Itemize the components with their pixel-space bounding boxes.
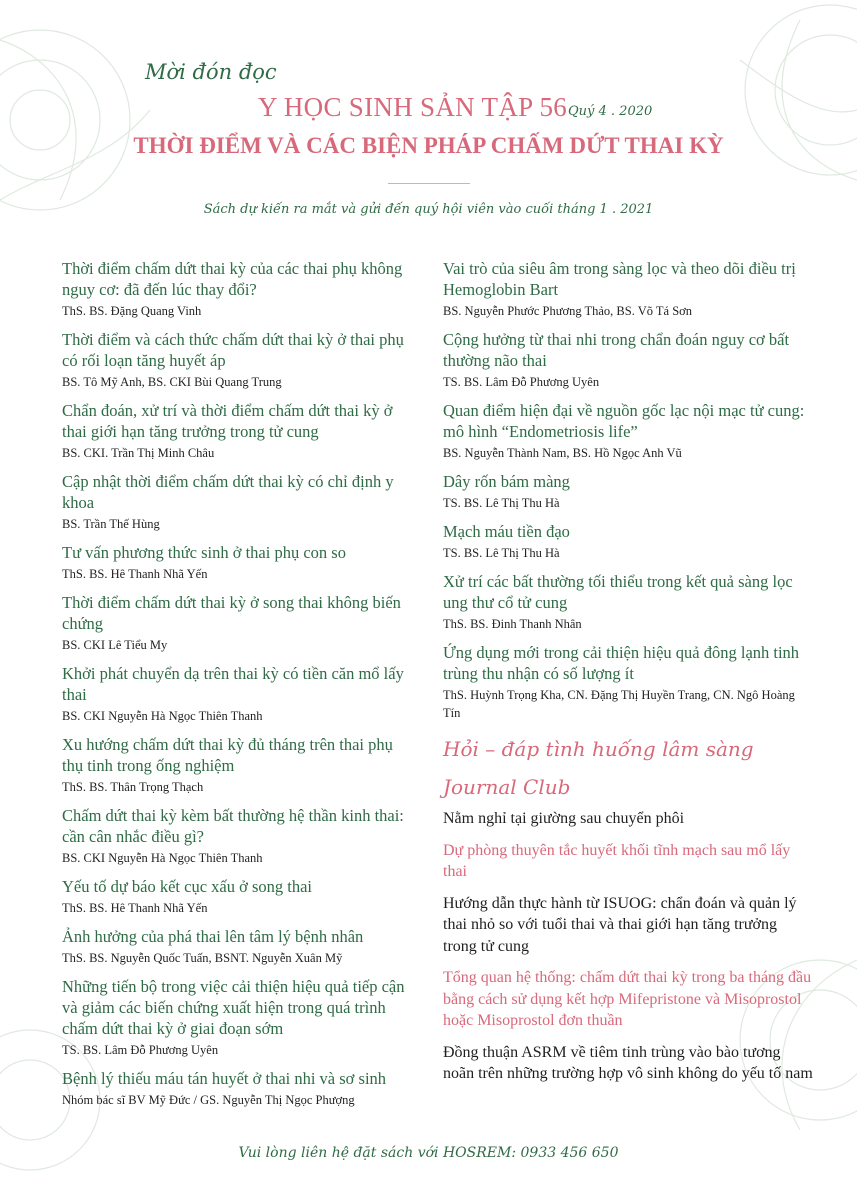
article-authors: BS. Nguyễn Thành Nam, BS. Hồ Ngọc Anh Vũ [443, 446, 682, 460]
article-authors: TS. BS. Lâm Đỗ Phương Uyên [443, 375, 600, 389]
article-authors: BS. CKI Nguyễn Hà Ngọc Thiên Thanh [62, 851, 263, 865]
article-item [62, 400, 412, 462]
article-title: Cập nhật thời điểm chấm dứt thai kỳ có chỉ định y khoa [62, 472, 394, 512]
article-title: Những tiến bộ trong việc cải thiện hiệu quả tiếp cận và giảm các biến chứng xuất hiện trong quá trình chấm dứt thai kỳ ở giai đoạn sớm [62, 977, 405, 1038]
article-item [443, 400, 813, 462]
book-title: Y HỌC SINH SẢN TẬP 56 [258, 92, 568, 122]
article-authors: TS. BS. Lê Thị Thu Hà [443, 546, 560, 560]
article-item [443, 471, 813, 512]
article-title: Thời điểm chấm dứt thai kỳ của các thai phụ không nguy cơ: đã đến lúc thay đổi? [62, 259, 403, 299]
article-item [62, 734, 412, 796]
article-item [62, 258, 412, 320]
article-title: Yếu tố dự báo kết cục xấu ở song thai [62, 877, 312, 896]
article-item [443, 642, 813, 722]
article-title: Ảnh hưởng của phá thai lên tâm lý bệnh nhân [62, 927, 364, 946]
article-item [62, 663, 412, 725]
divider [388, 183, 470, 184]
article-authors: BS. CKI Lê Tiểu My [62, 638, 168, 652]
journal-topic: Hướng dẫn thực hành từ ISUOG: chẩn đoán và quản lý thai nhỏ so với tuổi thai và thai giới hạn tăng trưởng trong tử cung [443, 894, 797, 955]
article-item [443, 571, 813, 633]
article-title: Tư vấn phương thức sinh ở thai phụ con so [62, 543, 346, 562]
article-title: Khởi phát chuyển dạ trên thai kỳ có tiền căn mổ lấy thai [62, 664, 404, 704]
journal-topic: Dự phòng thuyên tắc huyết khối tĩnh mạch sau mổ lấy thai [443, 841, 791, 880]
article-authors: ThS. BS. Đinh Thanh Nhân [443, 617, 582, 631]
right-article-column [443, 258, 813, 1095]
article-authors: BS. CKI. Trần Thị Minh Châu [62, 446, 215, 460]
article-authors: Nhóm bác sĩ BV Mỹ Đức / GS. Nguyễn Thị Ngọc Phượng [62, 1093, 355, 1107]
article-item [62, 976, 412, 1059]
article-title: Chấm dứt thai kỳ kèm bất thường hệ thần kinh thai: cần cân nhắc điều gì? [62, 806, 404, 846]
article-title: Quan điểm hiện đại về nguồn gốc lạc nội mạc tử cung: mô hình “Endometriosis life” [443, 401, 805, 441]
qa-section-heading: Hỏi – đáp tình huống lâm sàng [443, 737, 754, 761]
article-title: Mạch máu tiền đạo [443, 522, 570, 541]
article-item [443, 258, 813, 320]
article-item [62, 805, 412, 867]
article-authors: ThS. BS. Hê Thanh Nhã Yến [62, 567, 208, 581]
journal-topic: Đồng thuận ASRM về tiêm tinh trùng vào bào tương noãn trên những trường hợp vô sinh không do yếu tố nam [443, 1043, 813, 1082]
article-item [62, 926, 412, 967]
quarter-label: Quý 4 . 2020 [568, 104, 653, 119]
journal-club-heading: Journal Club [443, 775, 571, 799]
article-authors: ThS. BS. Đặng Quang Vinh [62, 304, 202, 318]
article-item [62, 471, 412, 533]
article-authors: BS. CKI Nguyễn Hà Ngọc Thiên Thanh [62, 709, 263, 723]
article-authors: BS. Trần Thế Hùng [62, 517, 160, 531]
journal-topic: Tổng quan hệ thống: chấm dứt thai kỳ trong ba tháng đầu bằng cách sử dụng kết hợp Mifepristone và Misoprostol hoặc Misoprostol đơn thuần [443, 969, 812, 1029]
article-authors: BS. Nguyễn Phước Phương Thảo, BS. Võ Tá Sơn [443, 304, 693, 318]
left-article-column [62, 258, 412, 1118]
article-authors: ThS. BS. Nguyễn Quốc Tuấn, BSNT. Nguyễn Xuân Mỹ [62, 951, 343, 965]
article-item [62, 329, 412, 391]
article-title: Thời điểm và cách thức chấm dứt thai kỳ ở thai phụ có rối loạn tăng huyết áp [62, 330, 404, 370]
article-title: Ứng dụng mới trong cải thiện hiệu quả đông lạnh tinh trùng thu nhận có số lượng ít [443, 643, 800, 683]
article-title: Thời điểm chấm dứt thai kỳ ở song thai không biến chứng [62, 593, 401, 633]
release-note: Sách dự kiến ra mắt và gửi đến quý hội viên vào cuối tháng 1 . 2021 [203, 202, 654, 217]
article-item [62, 542, 412, 583]
article-item [443, 329, 813, 391]
article-item [62, 592, 412, 654]
article-title: Cộng hưởng từ thai nhi trong chẩn đoán nguy cơ bất thường não thai [443, 330, 790, 370]
journal-topic: Nằm nghỉ tại giường sau chuyển phôi [443, 810, 685, 827]
article-authors: TS. BS. Lâm Đỗ Phương Uyên [62, 1043, 219, 1057]
invite-text: Mời đón đọc [145, 60, 277, 84]
article-authors: BS. Tô Mỹ Anh, BS. CKI Bùi Quang Trung [62, 375, 282, 389]
article-authors: ThS. BS. Thân Trọng Thạch [62, 780, 204, 794]
article-title: Chẩn đoán, xử trí và thời điểm chấm dứt thai kỳ ở thai giới hạn tăng trưởng trong tử cung [62, 401, 393, 441]
article-title: Vai trò của siêu âm trong sàng lọc và theo dõi điều trị Hemoglobin Bart [443, 259, 796, 299]
article-title: Dây rốn bám màng [443, 472, 570, 491]
article-title: Xu hướng chấm dứt thai kỳ đủ tháng trên thai phụ thụ tinh trong ống nghiệm [62, 735, 393, 775]
article-authors: TS. BS. Lê Thị Thu Hà [443, 496, 560, 510]
article-item [443, 521, 813, 562]
article-title: Xử trí các bất thường tối thiểu trong kết quả sàng lọc ung thư cổ tử cung [443, 572, 793, 612]
article-title: Bệnh lý thiếu máu tán huyết ở thai nhi và sơ sinh [62, 1069, 387, 1088]
article-authors: ThS. Huỳnh Trọng Kha, CN. Đặng Thị Huyền Trang, CN. Ngô Hoàng Tín [443, 688, 795, 720]
contact-footer: Vui lòng liên hệ đặt sách với HOSREM: 0933 456 650 [238, 1145, 619, 1161]
article-authors: ThS. BS. Hê Thanh Nhã Yến [62, 901, 208, 915]
article-item [62, 876, 412, 917]
issue-subtitle: THỜI ĐIỂM VÀ CÁC BIỆN PHÁP CHẤM DỨT THAI KỲ [133, 133, 724, 158]
article-item [62, 1068, 412, 1109]
